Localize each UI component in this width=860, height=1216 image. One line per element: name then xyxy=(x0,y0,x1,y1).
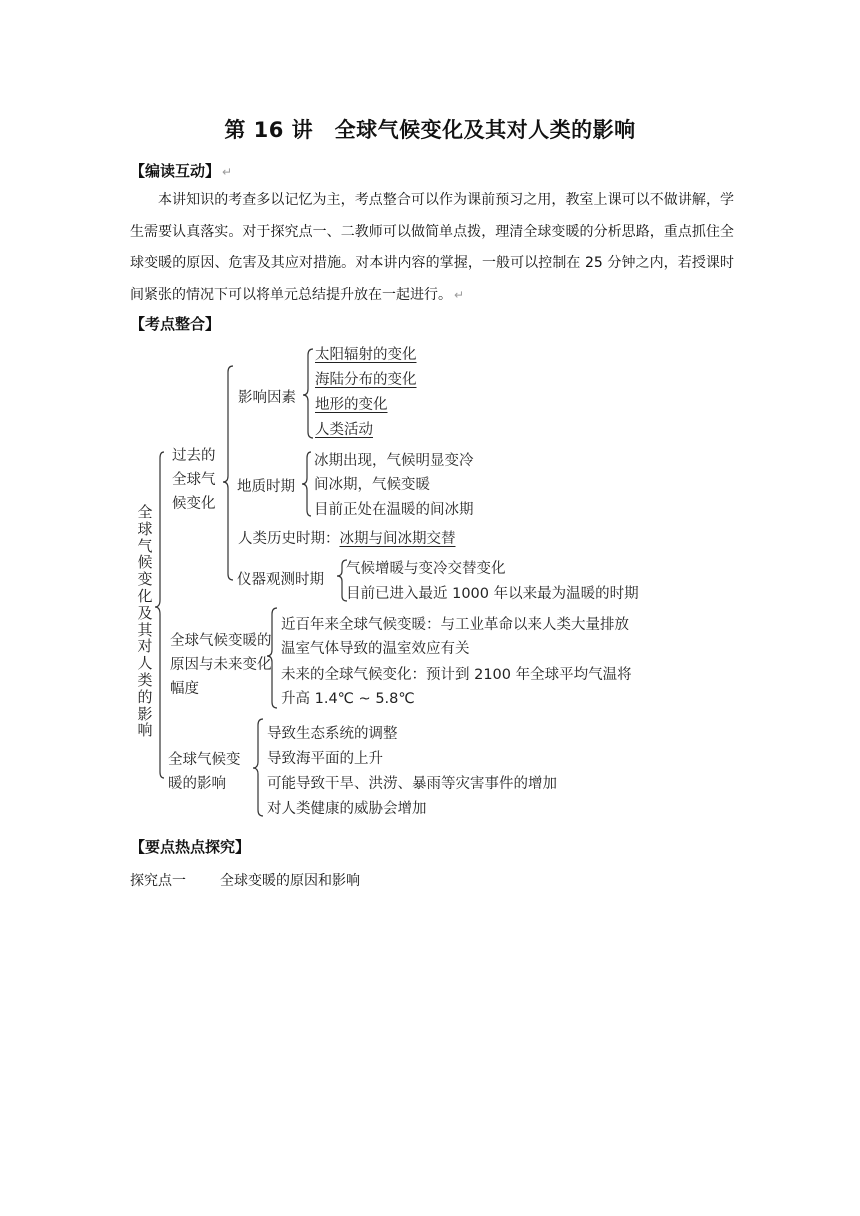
bracket-past xyxy=(223,366,233,580)
instrument-item: 目前已进入最近 1000 年以来最为温暖的时期 xyxy=(346,586,639,602)
factor-text: 太阳辐射的变化 xyxy=(315,347,417,363)
factor-item xyxy=(315,368,417,389)
factor-text: 海陆分布的变化 xyxy=(315,372,417,388)
page-title: 第 16 讲 全球气候变化及其对人类的影响 xyxy=(224,118,636,142)
geologic-item: 目前正处在温暖的间冰期 xyxy=(314,502,474,518)
factors-label: 影响因素 xyxy=(238,390,296,406)
human-history-period xyxy=(238,527,456,548)
factor-item xyxy=(315,418,373,439)
paragraph-mark: ↵ xyxy=(454,287,465,302)
human-history-text: 冰期与间冰期交替 xyxy=(339,531,456,547)
effects-label: 全球气候变暖的影响 xyxy=(168,752,241,792)
causes-line: 温室气体导致的温室效应有关 xyxy=(281,641,470,657)
factor-item xyxy=(315,393,388,414)
causes-line: 未来的全球气候变化：预计到 2100 年全球平均气温将 xyxy=(281,667,632,683)
effect-item: 可能导致干旱、洪涝、暴雨等灾害事件的增加 xyxy=(267,776,557,792)
explore-point-label: 探究点一 xyxy=(130,873,186,889)
geologic-item: 冰期出现，气候明显变冷 xyxy=(314,453,474,469)
intro-text: 本讲知识的考查多以记忆为主，考点整合可以作为课前预习之用，教室上课可以不做讲解，学生需要认真落实。对于探究点一、二教师可以做简单点拨，理清全球变暖的分析思路，重点抓住全球变暖的原因、危害及其应对措施。对本讲内容的掌握，一般可以控制在 25 分钟之内，若授课时间紧张的情况下可以将单元总结提升放在一起进行。 xyxy=(130,192,734,303)
bracket-effects xyxy=(253,719,263,816)
geologic-item: 间冰期，气候变暖 xyxy=(314,477,430,493)
explore-point-title: 全球变暖的原因和影响 xyxy=(220,873,360,889)
geologic-period-label: 地质时期 xyxy=(237,479,295,495)
factor-item xyxy=(315,343,417,364)
section-heading-kaodianzhenghe: 【考点整合】 xyxy=(130,315,221,333)
causes-line: 升高 1.4℃ ~ 5.8℃ xyxy=(281,691,415,707)
causes-label: 全球气候变暖的原因与未来变化幅度 xyxy=(170,633,272,697)
effect-item: 导致海平面的上升 xyxy=(267,751,383,767)
bracket-geologic xyxy=(302,452,311,516)
causes-line: 近百年来全球气候变暖：与工业革命以来人类大量排放 xyxy=(281,617,629,633)
factor-text: 人类活动 xyxy=(315,422,373,438)
human-history-label: 人类历史时期： xyxy=(238,531,340,547)
effect-item: 导致生态系统的调整 xyxy=(267,726,398,742)
instrument-item: 气候增暖与变冷交替变化 xyxy=(346,561,506,577)
section-heading-text: 【编读互动】 xyxy=(130,162,221,180)
instrument-period-label: 仪器观测时期 xyxy=(237,572,324,588)
explore-point-heading xyxy=(130,870,360,890)
effect-item: 对人类健康的威胁会增加 xyxy=(267,801,427,817)
section-heading-bianduhudong xyxy=(130,160,232,181)
intro-paragraph xyxy=(130,185,734,311)
diagram-root-label: 全球气候变化及其对人类的影响 xyxy=(137,503,153,740)
past-climate-label: 过去的全球气候变化 xyxy=(172,448,216,512)
bracket-root xyxy=(155,452,164,778)
bracket-factors xyxy=(303,349,313,438)
paragraph-mark: ↵ xyxy=(222,165,233,179)
factor-text: 地形的变化 xyxy=(315,397,388,413)
section-heading-yaodianredian: 【要点热点探究】 xyxy=(130,838,251,856)
